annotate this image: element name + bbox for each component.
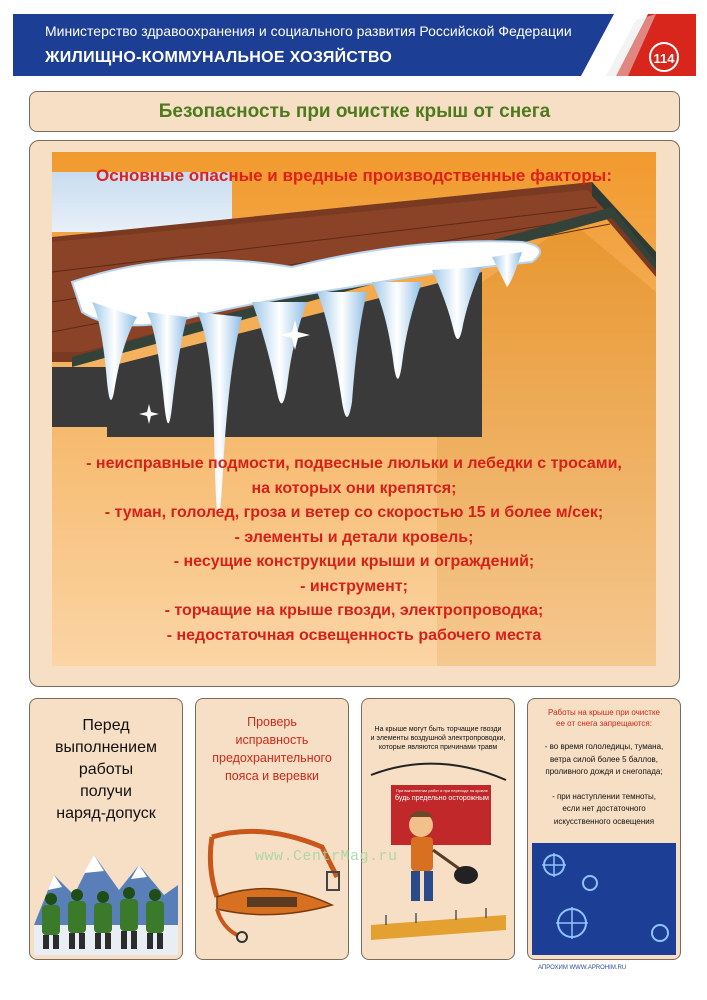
factor-item: - инструмент; [300, 577, 408, 595]
permit-text [30, 715, 182, 825]
permit-line: Перед [82, 717, 130, 734]
permit-line: работы [78, 761, 134, 778]
belt-line: Проверь [247, 715, 297, 729]
sign-small-text: При выполнении работ и при переходе на кровле [395, 788, 489, 793]
belt-line: пояса и веревки [224, 769, 320, 783]
factor-item: - туман, гололед, гроза и ветер со скоростью 15 и более м/сек; [104, 504, 604, 521]
sign-big-text: будь предельно осторожным [395, 795, 489, 802]
belt-line: исправность [235, 733, 309, 747]
forbidden-line: - во время гололедицы, тумана, [544, 742, 664, 751]
factors-list [52, 452, 656, 648]
factor-item: - элементы и детали кровель; [234, 528, 474, 546]
forbidden-line: - при наступлении темноты, [552, 791, 656, 801]
factors-title: Основные опасные и вредные производственные факторы: [96, 166, 612, 185]
forbidden-head [534, 707, 674, 729]
factor-item: на которых они крепятся; [251, 479, 457, 497]
factor-item: - недостаточная освещенность рабочего места [166, 626, 542, 644]
title-box [29, 91, 680, 132]
forbidden-line: искусственного освещения [553, 816, 655, 826]
poster-number: 114 [649, 42, 679, 72]
forbidden-head-line: Работы на крыше при очистке [548, 708, 660, 717]
night-snow-illustration [532, 843, 676, 955]
nails-text [370, 725, 506, 752]
factor-item: - торчащие на крыше гвозди, электропроводка; [164, 602, 544, 619]
card-permit [29, 698, 183, 960]
poster-title: Безопасность при очистке крыш от снега [158, 101, 551, 122]
permit-line: наряд-допуск [56, 805, 156, 822]
workers-illustration [34, 835, 178, 955]
card-belt [195, 698, 349, 960]
belt-text [196, 713, 348, 785]
factor-item: - несущие конструкции крыши и ограждений; [173, 553, 535, 570]
forbidden-line: если нет достаточного [562, 804, 646, 813]
forbidden-line: ветра силой более 5 баллов, [549, 754, 658, 764]
watermark: www.CentrMag.ru [255, 848, 398, 865]
forbidden-line: проливного дождя и снегопада; [545, 767, 663, 776]
footer-publisher: АПРОХИМ WWW.APROHIM.RU [538, 965, 627, 971]
forbidden-head-line: ее от снега запрещаются: [556, 719, 652, 728]
forbidden-spacer [532, 779, 676, 791]
header-bar [13, 14, 696, 76]
forbidden-body [532, 741, 676, 828]
nails-line: На крыше могут быть торчащие гвозди [374, 726, 502, 733]
nails-line: и элементы воздушной электропроводки, [370, 735, 506, 742]
section-name: ЖИЛИЩНО-КОММУНАЛЬНОЕ ХОЗЯЙСТВО [45, 49, 393, 66]
card-nails [361, 698, 515, 960]
safety-belt-illustration [202, 817, 344, 955]
factor-item: - неисправные подмости, подвесные люльки и лебедки с тросами, [86, 455, 622, 472]
permit-line: получи [80, 783, 132, 800]
card-forbidden [527, 698, 681, 960]
ministry-name: Министерство здравоохранения и социального развития Российской Федерации [45, 23, 572, 39]
nails-line: которые являются причинами травм [378, 744, 498, 751]
belt-line: предохранительного [212, 751, 332, 765]
permit-line: выполнением [55, 739, 157, 756]
